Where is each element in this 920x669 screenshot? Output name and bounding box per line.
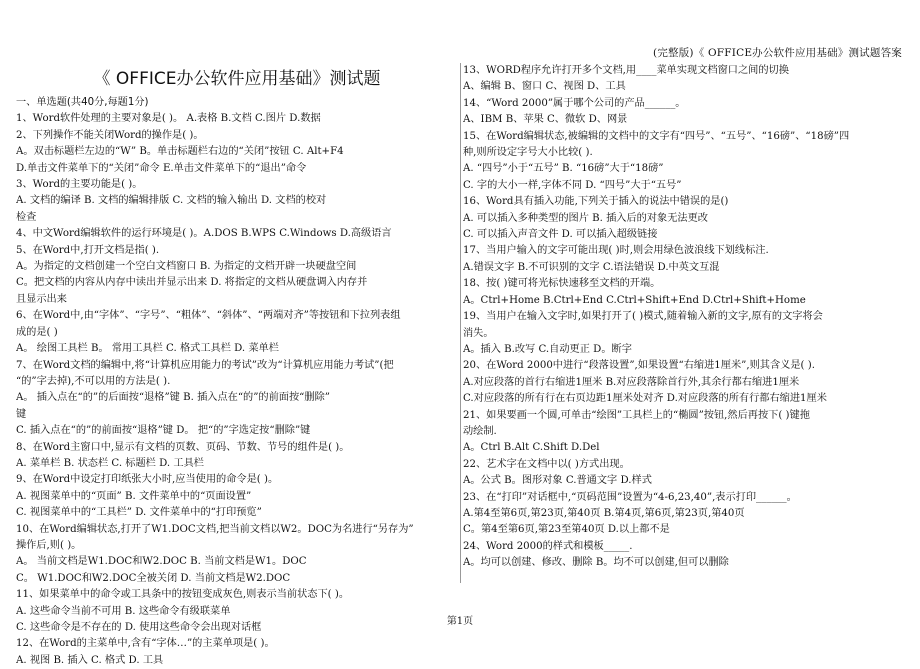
text-line: 16、Word具有插入功能,下列关于插入的说法中错误的是(): [463, 196, 729, 208]
text-line: 检查: [16, 211, 37, 223]
text-line: A、编辑 B、窗口 C、视图 D、工具: [463, 81, 626, 93]
text-line: A、IBM B、苹果 C、微软 D、网景: [463, 114, 628, 126]
text-line: A。Ctrl B.Alt C.Shift D.Del: [463, 442, 600, 454]
text-line: C。第4至第6页,第23至第40页 D.以上都不是: [463, 524, 670, 536]
text-line: A。双击标题栏左边的“W” B。单击标题栏右边的“关闭”按钮 C. Alt+F4: [16, 146, 344, 158]
text-line: 11、如果菜单中的命令或工具条中的按钮变成灰色,则表示当前状态下( )。: [16, 589, 350, 601]
text-line: 种,则所设定字号大小比较( ).: [463, 147, 593, 159]
text-line: 12、在Word的主菜单中,含有“字体…”的主菜单项是( )。: [16, 638, 275, 650]
page-title: 《 OFFICE办公软件应用基础》测试题: [93, 69, 381, 89]
text-line: A。插入 B.改写 C.自动更正 D。断字: [463, 343, 632, 355]
text-line: A. 可以插入多种类型的图片 B. 插入后的对象无法更改: [463, 212, 708, 224]
running-header: (完整版)《 OFFICE办公软件应用基础》测试题答案: [653, 47, 902, 59]
text-line: A. 这些命令当前不可用 B. 这些命令有级联菜单: [16, 605, 231, 617]
text-line: 成的是( ): [16, 326, 58, 338]
text-line: 9、在Word中设定打印纸张大小时,应当使用的命令是( )。: [16, 474, 279, 486]
text-line: 17、当用户输入的文字可能出现( )时,则会用绿色波浪线下划线标注.: [463, 245, 769, 257]
text-line: 3、Word的主要功能是( )。: [16, 179, 143, 191]
right-question-list: [463, 63, 908, 572]
left-question-list: [16, 111, 458, 669]
text-line: D.单击文件菜单下的“关闭”命令 E.单击文件菜单下的“退出”命令: [16, 162, 307, 174]
text-line: 14、“Word 2000”属于哪个公司的产品______。: [463, 97, 686, 109]
text-line: A。均可以创建、修改、删除 B。均不可以创建,但可以删除: [463, 557, 729, 569]
text-line: C. 字的大小一样,字体不同 D. “四号”大于“五号”: [463, 179, 682, 191]
text-line: A。公式 B。图形对象 C.普通文字 D.样式: [463, 475, 652, 487]
text-line: A. “四号”小于“五号” B. “16磅”大于“18磅”: [463, 163, 664, 175]
text-line: C. 这些命令是不存在的 D. 使用这些命令会出现对话框: [16, 622, 262, 633]
text-line: A. 视图 B. 插入 C. 格式 D. 工具: [16, 654, 164, 666]
text-line: 7、在Word文档的编辑中,将“计算机应用能力的考试”改为“计算机应用能力考试”(把: [16, 359, 394, 371]
text-line: 23、在“打印”对话框中,“页码范围”设置为“4-6,23,40”,表示打印______。: [463, 491, 797, 503]
text-line: 10、在Word编辑状态,打开了W1.DOC文档,把当前文档以W2。DOC为名进行“另存为”: [16, 523, 414, 535]
column-divider: [460, 63, 461, 583]
text-line: A. 视图菜单中的“页面” B. 文件菜单中的“页面设置”: [16, 490, 252, 502]
text-line: A。 当前文档是W1.DOC和W2.DOC B. 当前文档是W1。DOC: [16, 556, 307, 568]
left-column: [16, 62, 458, 669]
text-line: 20、在Word 2000中进行“段落设置”,如果设置“右缩进1厘米”,则其含义是( ).: [463, 360, 815, 372]
text-line: A. 菜单栏 B. 状态栏 C. 标题栏 D. 工具栏: [16, 457, 204, 469]
text-line: A. 文档的编译 B. 文档的编辑排版 C. 文档的输入输出 D. 文档的校对: [16, 195, 327, 207]
text-line: 且显示出来: [16, 293, 67, 305]
text-line: 4、中文Word编辑软件的运行环境是( )。A.DOS B.WPS C.Windows D.高级语言: [16, 228, 392, 240]
right-column: [463, 63, 908, 572]
text-line: A.对应段落的首行右缩进1厘米 B.对应段落除首行外,其余行都右缩进1厘米: [463, 376, 800, 388]
text-line: A。为指定的文档创建一个空白文档窗口 B. 为指定的文档开辟一块硬盘空间: [16, 261, 357, 273]
text-line: 22、艺术字在文档中以( )方式出现。: [463, 458, 630, 470]
text-line: 15、在Word编辑状态,被编辑的文档中的文字有“四号”、“五号”、“16磅”、“18磅”四: [463, 130, 850, 142]
text-line: 1、Word软件处理的主要对象是( )。 A.表格 B.文档 C.图片 D.数据: [16, 113, 321, 125]
text-line: 5、在Word中,打开文档是指( ).: [16, 244, 160, 256]
text-line: C. 视图菜单中的“工具栏” D. 文件菜单中的“打印预览”: [16, 507, 262, 519]
text-line: 键: [16, 408, 27, 420]
text-line: 18、按( )键可将光标快速移至文档的开端。: [463, 278, 661, 290]
text-line: A.第4至第6页,第23页,第40页 B.第4页,第6页,第23页,第40页: [463, 507, 745, 519]
text-line: C。把文档的内容从内存中读出并显示出来 D. 将指定的文档从硬盘调入内存并: [16, 277, 368, 289]
text-line: A。Ctrl+Home B.Ctrl+End C.Ctrl+Shift+End D.Ctrl+Shift+Home: [463, 294, 806, 306]
text-line: C。 W1.DOC和W2.DOC全被关闭 D. 当前文档是W2.DOC: [16, 572, 291, 584]
text-line: C. 插入点在“的”的前面按“退格”键 D。 把“的”字选定按“删除”键: [16, 425, 311, 437]
text-line: A.错误文字 B.不可识别的文字 C.语法错误 D.中英文互混: [463, 261, 720, 273]
page-number: 第1页: [446, 616, 474, 627]
text-line: 24、Word 2000的样式和模板_____.: [463, 540, 633, 552]
text-line: 2、下列操作不能关闭Word的操作是( )。: [16, 129, 204, 141]
text-line: C.对应段落的所有行在右页边距1厘米处对齐 D.对应段落的所有行都右缩进1厘米: [463, 393, 827, 405]
text-line: 消失。: [463, 327, 494, 339]
text-line: 13、WORD程序允许打开多个文档,用____菜单实现文档窗口之间的切换: [463, 65, 789, 76]
text-line: 6、在Word中,由“字体”、“字号”、“粗体”、“斜体”、“两端对齐”等按钮和下拉列表组: [16, 310, 401, 322]
section-heading: 一、单选题(共40分,每题1分): [16, 97, 149, 108]
text-line: C. 可以插入声音文件 D. 可以插入超级链接: [463, 229, 658, 241]
text-line: 21、如果要画一个圆,可单击“绘图”工具栏上的“椭圆”按钮,然后再按下( )键拖: [463, 409, 810, 421]
text-line: A。 插入点在“的”的后面按“退格”键 B. 插入点在“的”的前面按“删除”: [16, 392, 330, 404]
text-line: A。 绘图工具栏 B。 常用工具栏 C. 格式工具栏 D. 菜单栏: [16, 343, 279, 355]
text-line: 操作后,则( )。: [16, 539, 82, 551]
text-line: 19、当用户在输入文字时,如果打开了( )模式,随着输入新的文字,原有的文字将会: [463, 311, 823, 323]
text-line: 8、在Word主窗口中,显示有文档的页数、页码、节数、节号的组件是( )。: [16, 441, 350, 453]
text-line: 动绘制.: [463, 425, 497, 437]
text-line: “的”字去掉),不可以用的方法是( ).: [16, 375, 171, 387]
